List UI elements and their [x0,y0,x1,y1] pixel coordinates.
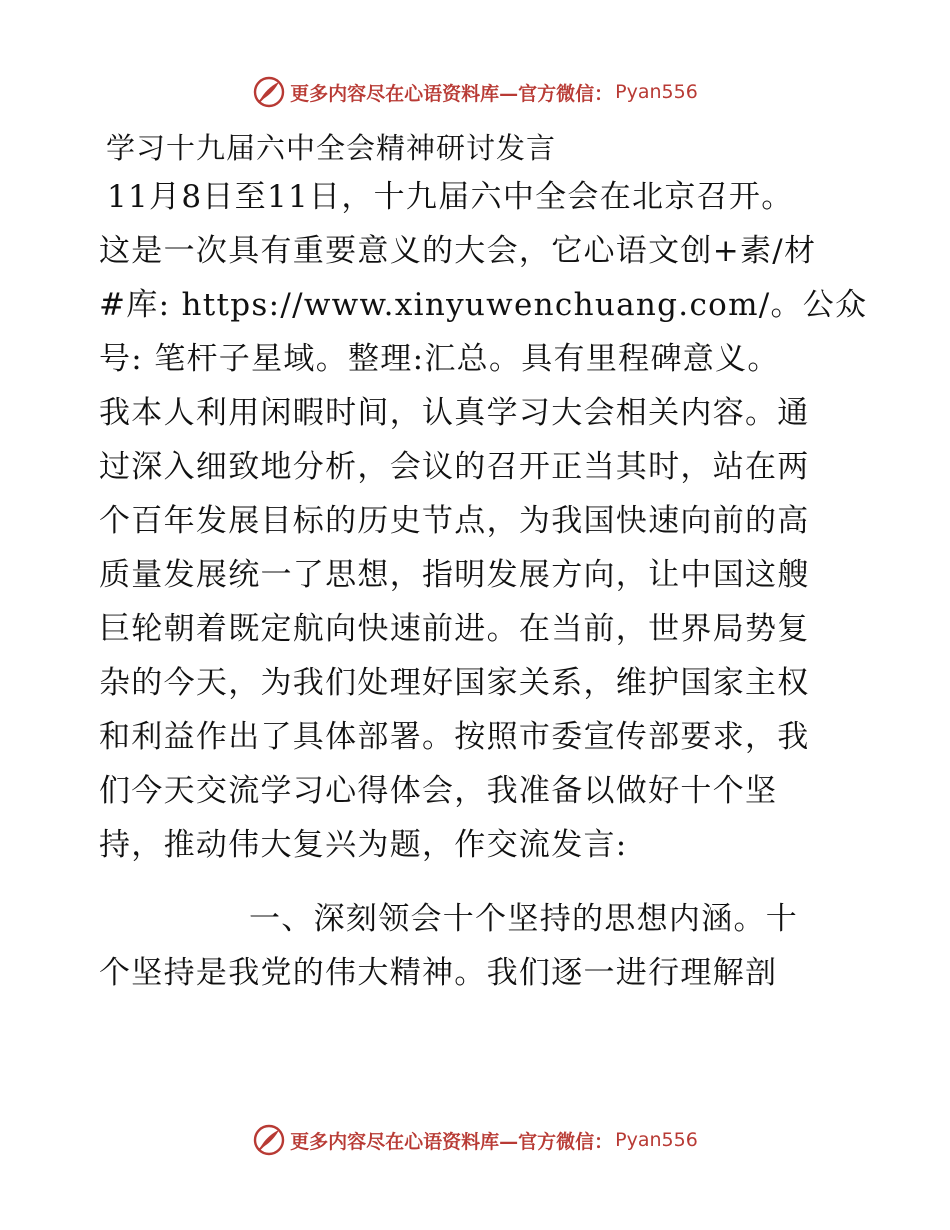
paragraph-gap [99,872,859,892]
quill-pen-logo-icon [252,75,286,109]
paragraph-line: 质量发展统一了思想，指明发展方向，让中国这艘 [99,557,810,593]
banner-wechat-id: Pyan556 [615,81,698,103]
document-title: 学习十九届六中全会精神研讨发言 [106,131,557,165]
paragraph-line: 号: 笔杆子星域。整理:汇总。具有里程碑意义。 [99,341,780,377]
paragraph-line: 杂的今天，为我们处理好国家关系，维护国家主权 [99,665,810,701]
paragraph-line: 这是一次具有重要意义的大会，它心语文创+素/材 [99,233,817,269]
paragraph-line: #库: https://www.xinyuwenchuang.com/。公众 [99,287,868,323]
quill-pen-logo-icon [252,1123,286,1157]
paragraph-line: 过深入细致地分析，会议的召开正当其时，站在两 [99,449,810,485]
paragraph-line: 个百年发展目标的历史节点，为我国快速向前的高 [99,503,810,539]
paragraph-line: 11月8日至11日，十九届六中全会在北京召开。 [107,179,794,215]
paragraph-line: 个坚持是我党的伟大精神。我们逐一进行理解剖 [99,955,778,991]
banner-text: 更多内容尽在心语资料库—官方微信： [290,1130,614,1153]
banner-text: 更多内容尽在心语资料库—官方微信： [290,82,614,105]
header-banner [0,72,950,112]
paragraph-line: 我本人利用闲暇时间，认真学习大会相关内容。通 [99,395,810,431]
footer-banner [0,1120,950,1160]
paragraph-line: 巨轮朝着既定航向快速前进。在当前，世界局势复 [99,611,810,647]
document-body [99,170,868,1000]
paragraph-line: 持，推动伟大复兴为题，作交流发言: [99,827,628,863]
section-heading-line: 一、深刻领会十个坚持的思想内涵。十 [249,901,799,937]
paragraph-line: 和利益作出了具体部署。按照市委宣传部要求，我 [99,719,810,755]
paragraph-line: 们今天交流学习心得体会，我准备以做好十个坚 [99,773,778,809]
banner-wechat-id: Pyan556 [615,1129,698,1151]
